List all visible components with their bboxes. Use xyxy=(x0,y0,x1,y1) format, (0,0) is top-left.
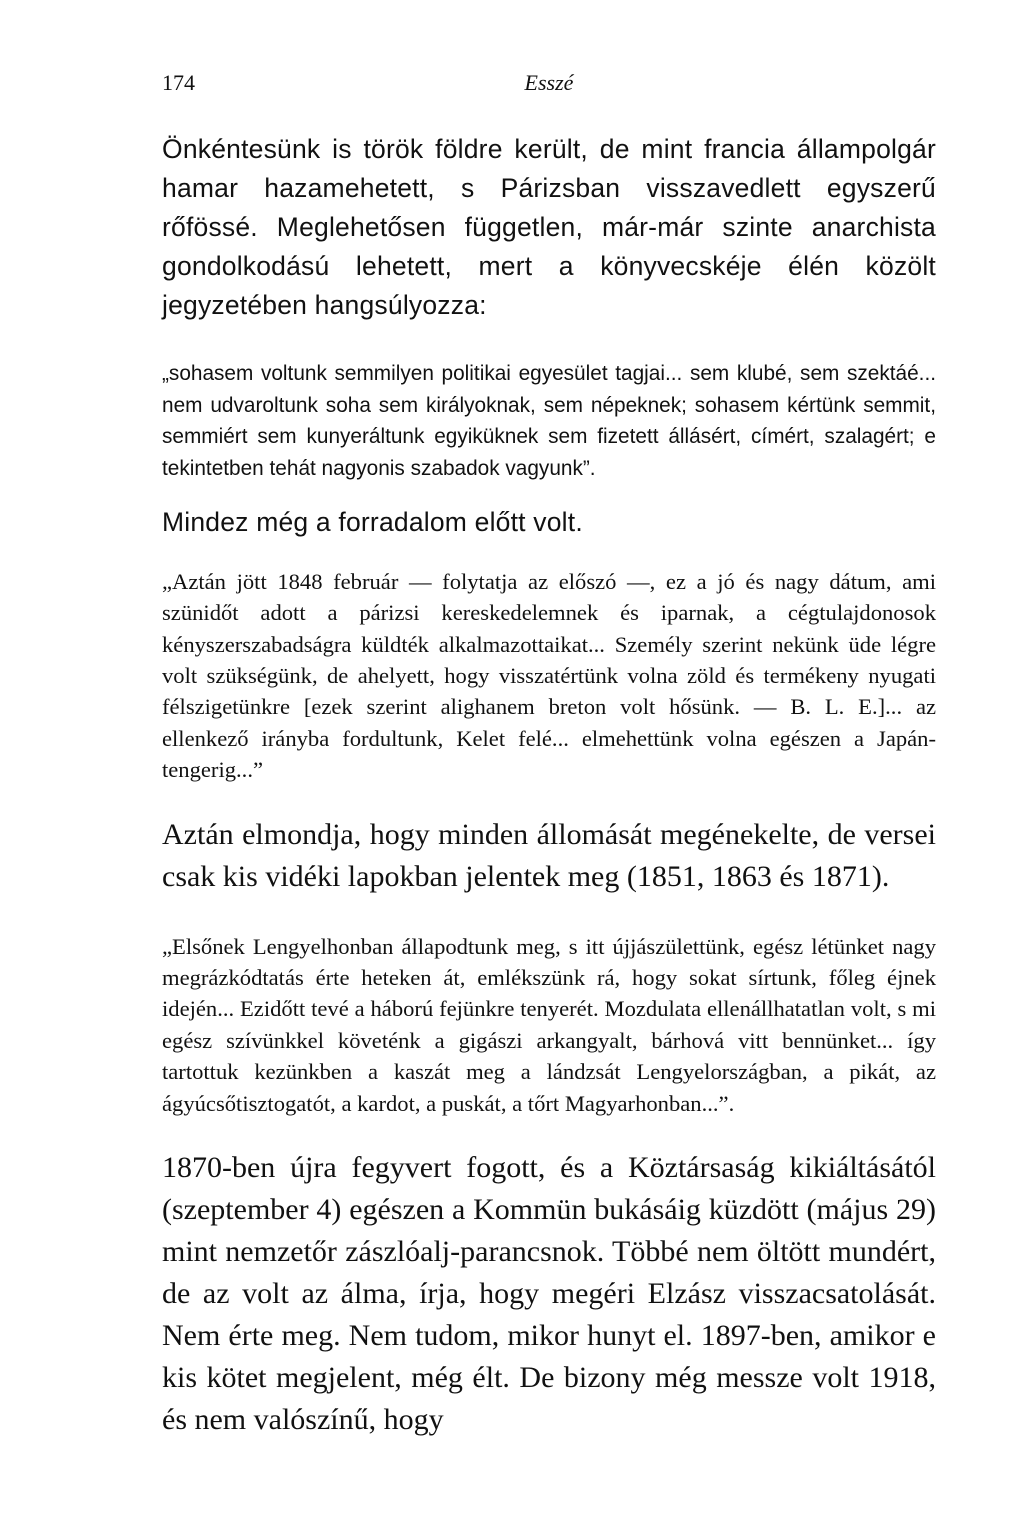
quote-never-members: „sohasem voltunk semmilyen politikai egyesület tagjai... sem klubé, sem szektáé... nem udvaroltunk soha sem királyoknak, sem népeknek; sohasem kértünk semmit, semmiért sem kunyeráltunk egyiküknek sem fizetett állásért, címért, szalagért; e tekintetben tehát nagyonis szabadok vagyunk”. xyxy=(162,362,936,481)
page-number: 174 xyxy=(162,70,195,95)
paragraph-1870-commune: 1870-ben újra fegyvert fogott, és a Köztársaság kikiáltásától (szeptember 4) egészen a Kommün bukásáig küzdött (május 29) mint nemzetőr zászlóalj-parancsnok. Többé nem öltött mundért, de az volt az álma, írja, hogy megéri Elzász visszacsatolását. Nem érte meg. Nem tudom, mikor hunyt el. 1897-ben, amikor e kis kötet megjelent, még élt. De bizony még messze volt 1918, és nem valószínű, hogy xyxy=(162,1151,936,1437)
paragraph-poems-published: Aztán elmondja, hogy minden állomását megénekelte, de versei csak kis vidéki lapokban jelentek meg (1851, 1863 és 1871). xyxy=(162,817,936,893)
running-title: Esszé xyxy=(524,70,574,95)
quote-poland-hungary: „Elsőnek Lengyelhonban állapodtunk meg, s itt újjászülettünk, egész létünket nagy megrázkódtatás érte heteken át, emlékszünk rá, hogy sokat sírtunk, főleg éjnek idején... Ezidőtt tevé a háború fejünkre tenyerét. Mozdulata ellenállhatatlan volt, s mi egész szívünkkel követénk a gigászi arkangyalt, bárhová vitt bennünket... így tartottuk kezünkben a kaszát meg a lándzsát Lengyelországban, a pikát, az ágyúcsőtisztogatót, a kardot, a puskát, a tőrt Magyarhonban...”. xyxy=(162,933,936,1116)
book-page xyxy=(162,66,936,1441)
paragraph-before-revolution: Mindez még a forradalom előtt volt. xyxy=(162,506,583,537)
running-head xyxy=(162,66,936,100)
quote-february-1848: „Aztán jött 1848 február — folytatja az előszó —, ez a jó és nagy dátum, ami szünidőt adott a párizsi kereskedelemnek és iparnak, a cégtulajdonosok kényszerszabadságra küldték alkalmazottaikat... Személy szerint nekünk üde légre volt szükségünk, de ahelyett, hogy visszatértünk volna zöld és termékeny nyugati félszigetünkre [ezek szerint alighanem breton volt hősünk. — B. L. E.]... az ellenkező irányba fordultunk, Kelet felé... elmehettünk volna egészen a Japán-tengerig...” xyxy=(162,568,936,783)
paragraph-volunteer-returns: Önkéntesünk is török földre került, de mint francia állampolgár hamar hazamehetett, s Párizsban visszavedlett egyszerű rőfössé. Meglehetősen független, már-már szinte anarchista gondolkodású lehetett, mert a könyvecskéje élén közölt jegyzetében hangsúlyozza: xyxy=(162,134,936,320)
